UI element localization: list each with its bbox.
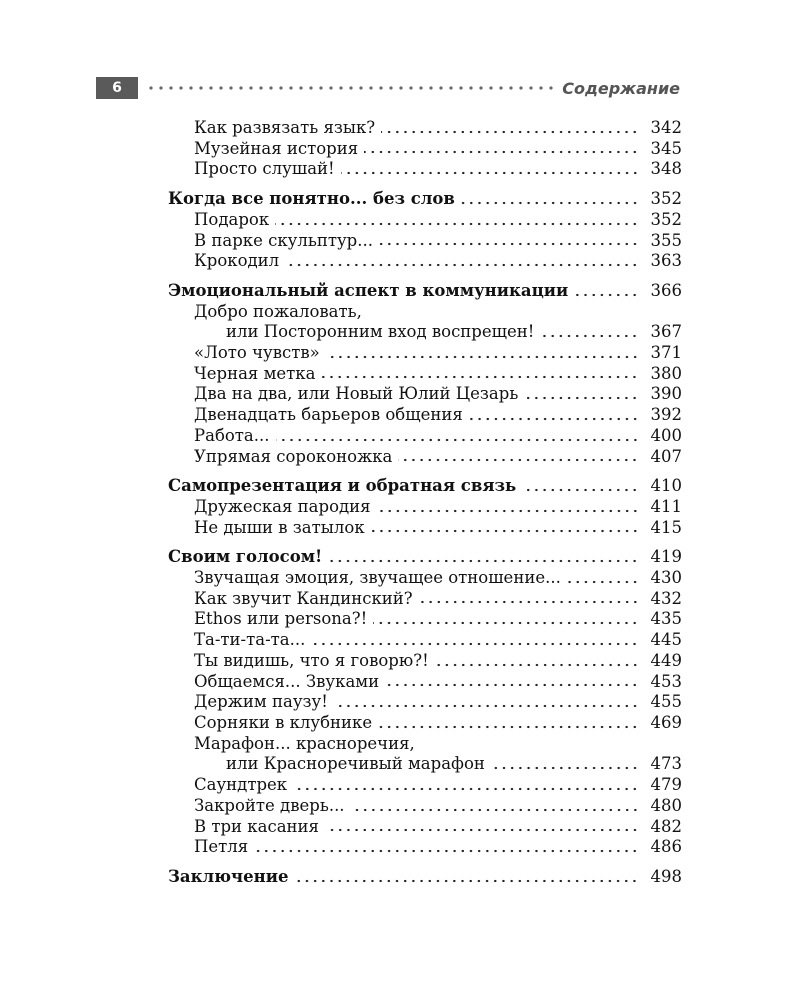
chapter-title: Заключение bbox=[168, 866, 289, 886]
toc-entry[interactable] bbox=[168, 837, 682, 858]
page-ref: 352 bbox=[650, 209, 682, 229]
page-ref: 486 bbox=[650, 837, 682, 857]
dot-leader bbox=[379, 241, 639, 247]
dot-leader bbox=[341, 170, 639, 176]
chapter-title: Когда все понятно... без слов bbox=[168, 189, 455, 209]
entry-title: Черная метка bbox=[194, 363, 316, 383]
page-ref: 469 bbox=[650, 712, 682, 732]
page-ref: 392 bbox=[650, 405, 682, 425]
toc-entry[interactable] bbox=[168, 251, 682, 272]
page-ref: 390 bbox=[650, 384, 682, 404]
toc-section bbox=[168, 867, 682, 888]
dot-leader bbox=[491, 765, 639, 771]
header-dot-leader bbox=[146, 82, 556, 94]
toc-entry[interactable] bbox=[168, 672, 682, 693]
dot-leader bbox=[321, 374, 639, 380]
dot-leader bbox=[326, 354, 639, 360]
toc-entry[interactable] bbox=[168, 609, 682, 630]
page-ref: 480 bbox=[650, 795, 682, 815]
entry-title: Добро пожаловать, bbox=[194, 301, 362, 321]
page-ref: 345 bbox=[650, 138, 682, 158]
toc-entry[interactable] bbox=[168, 518, 682, 539]
toc-entry-continuation[interactable] bbox=[168, 754, 682, 775]
entry-title: Музейная история bbox=[194, 138, 359, 158]
dot-leader bbox=[469, 416, 639, 422]
page-ref: 407 bbox=[650, 446, 682, 466]
dot-leader bbox=[351, 807, 639, 813]
entry-title: Не дыши в затылок bbox=[194, 517, 365, 537]
page-ref: 498 bbox=[650, 866, 682, 886]
page-ref: 410 bbox=[650, 476, 682, 496]
page-ref: 419 bbox=[650, 547, 682, 567]
toc-entry[interactable] bbox=[168, 405, 682, 426]
entry-title: Дружеская пародия bbox=[194, 496, 371, 516]
toc-entry[interactable] bbox=[168, 447, 682, 468]
toc-entry[interactable] bbox=[168, 589, 682, 610]
chapter-title: Эмоциональный аспект в коммуникации bbox=[168, 280, 569, 300]
dot-leader bbox=[377, 508, 639, 514]
page-ref: 342 bbox=[650, 118, 682, 137]
dot-leader bbox=[398, 457, 639, 463]
toc-entry[interactable] bbox=[168, 364, 682, 385]
entry-title: Общаемся... Звуками bbox=[194, 671, 380, 691]
toc-entry[interactable] bbox=[168, 630, 682, 651]
dot-leader bbox=[567, 579, 639, 585]
toc-section bbox=[168, 547, 682, 858]
entry-title: Просто слушай! bbox=[194, 159, 335, 179]
toc-entry-first-line[interactable] bbox=[168, 734, 682, 755]
dot-leader bbox=[574, 292, 639, 298]
entry-title: В три касания bbox=[194, 816, 319, 836]
toc-entry[interactable] bbox=[168, 231, 682, 252]
entry-title: Крокодил bbox=[194, 251, 280, 271]
entry-title: Закройте дверь... bbox=[194, 795, 345, 815]
page-ref: 473 bbox=[650, 754, 682, 774]
toc-section bbox=[168, 281, 682, 467]
dot-leader bbox=[524, 395, 639, 401]
dot-leader bbox=[328, 558, 639, 564]
toc-section bbox=[168, 476, 682, 538]
toc-chapter-entry[interactable] bbox=[168, 281, 682, 302]
page-ref: 445 bbox=[650, 630, 682, 650]
toc-entry[interactable] bbox=[168, 497, 682, 518]
toc-entry[interactable] bbox=[168, 139, 682, 160]
dot-leader bbox=[275, 221, 639, 227]
page-ref: 430 bbox=[650, 568, 682, 588]
chapter-title: Самопрезентация и обратная связь bbox=[168, 476, 517, 496]
toc-entry[interactable] bbox=[168, 796, 682, 817]
dot-leader bbox=[381, 129, 639, 135]
entry-title: Петля bbox=[194, 837, 249, 857]
toc-entry[interactable] bbox=[168, 118, 682, 139]
dot-leader bbox=[373, 620, 639, 626]
table-of-contents bbox=[168, 118, 682, 897]
dot-leader bbox=[276, 437, 639, 443]
toc-entry-continuation[interactable] bbox=[168, 322, 682, 343]
toc-entry[interactable] bbox=[168, 568, 682, 589]
page-ref: 371 bbox=[650, 343, 682, 363]
page-ref: 432 bbox=[650, 588, 682, 608]
entry-title: Ethos или persona?! bbox=[194, 609, 368, 629]
entry-title: Как звучит Кандинский? bbox=[194, 588, 413, 608]
entry-title: Два на два, или Новый Юлий Цезарь bbox=[194, 384, 519, 404]
dot-leader bbox=[364, 149, 639, 155]
entry-title: Звучащая эмоция, звучащее отношение... bbox=[194, 568, 561, 588]
dot-leader bbox=[385, 682, 639, 688]
page-ref: 453 bbox=[650, 671, 682, 691]
page-ref: 348 bbox=[650, 159, 682, 179]
toc-chapter-entry[interactable] bbox=[168, 547, 682, 568]
page-ref: 363 bbox=[650, 251, 682, 271]
page-ref: 479 bbox=[650, 775, 682, 795]
page-ref: 482 bbox=[650, 816, 682, 836]
dot-leader bbox=[419, 599, 639, 605]
entry-title: Подарок bbox=[194, 209, 270, 229]
toc-entry[interactable] bbox=[168, 713, 682, 734]
entry-title: Двенадцать барьеров общения bbox=[194, 405, 463, 425]
toc-entry[interactable] bbox=[168, 384, 682, 405]
entry-title-continuation: или Посторонним вход воспрещен! bbox=[226, 322, 535, 342]
dot-leader bbox=[378, 724, 639, 730]
page-ref: 367 bbox=[650, 322, 682, 342]
dot-leader bbox=[285, 262, 639, 268]
dot-leader bbox=[254, 848, 639, 854]
entry-title: Работа... bbox=[194, 425, 270, 445]
toc-entry[interactable] bbox=[168, 210, 682, 231]
page-ref: 366 bbox=[650, 280, 682, 300]
page-ref: 352 bbox=[650, 189, 682, 209]
toc-entry-first-line[interactable] bbox=[168, 302, 682, 323]
page-ref: 400 bbox=[650, 425, 682, 445]
toc-entry[interactable] bbox=[168, 651, 682, 672]
toc-chapter-entry[interactable] bbox=[168, 189, 682, 210]
page-number: 6 bbox=[96, 77, 138, 99]
dot-leader bbox=[311, 641, 639, 647]
toc-entry[interactable] bbox=[168, 817, 682, 838]
entry-title: «Лото чувств» bbox=[194, 343, 320, 363]
dot-leader bbox=[461, 200, 639, 206]
page-ref: 435 bbox=[650, 609, 682, 629]
dot-leader bbox=[371, 528, 639, 534]
toc-section bbox=[168, 118, 682, 180]
page-ref: 449 bbox=[650, 650, 682, 670]
toc-entry[interactable] bbox=[168, 692, 682, 713]
entry-title: Как развязать язык? bbox=[194, 118, 376, 137]
dot-leader bbox=[294, 878, 639, 884]
toc-entry[interactable] bbox=[168, 343, 682, 364]
entry-title-continuation: или Красноречивый марафон bbox=[226, 754, 485, 774]
toc-section bbox=[168, 189, 682, 272]
entry-title: В парке скульптур... bbox=[194, 230, 373, 250]
toc-entry[interactable] bbox=[168, 775, 682, 796]
header-title: Содержание bbox=[562, 78, 680, 98]
toc-chapter-entry[interactable] bbox=[168, 867, 682, 888]
dot-leader bbox=[325, 827, 639, 833]
dot-leader bbox=[293, 786, 639, 792]
toc-entry[interactable] bbox=[168, 426, 682, 447]
entry-title: Ты видишь, что я говорю?! bbox=[194, 650, 429, 670]
entry-title: Саундтрек bbox=[194, 775, 288, 795]
dot-leader bbox=[522, 487, 639, 493]
page-ref: 355 bbox=[650, 230, 682, 250]
entry-title: Упрямая сороконожка bbox=[194, 446, 393, 466]
dot-leader bbox=[334, 703, 639, 709]
toc-chapter-entry[interactable] bbox=[168, 476, 682, 497]
running-header bbox=[96, 76, 680, 100]
entry-title: Держим паузу! bbox=[194, 692, 328, 712]
toc-entry[interactable] bbox=[168, 159, 682, 180]
page-ref: 411 bbox=[650, 496, 682, 516]
page-ref: 415 bbox=[650, 517, 682, 537]
entry-title: Марафон... красноречия, bbox=[194, 733, 415, 753]
chapter-title: Своим голосом! bbox=[168, 547, 323, 567]
page-ref: 380 bbox=[650, 363, 682, 383]
entry-title: Та-ти-та-та... bbox=[194, 630, 306, 650]
dot-leader bbox=[540, 333, 639, 339]
dot-leader bbox=[435, 662, 639, 668]
page-ref: 455 bbox=[650, 692, 682, 712]
entry-title: Сорняки в клубнике bbox=[194, 712, 373, 732]
